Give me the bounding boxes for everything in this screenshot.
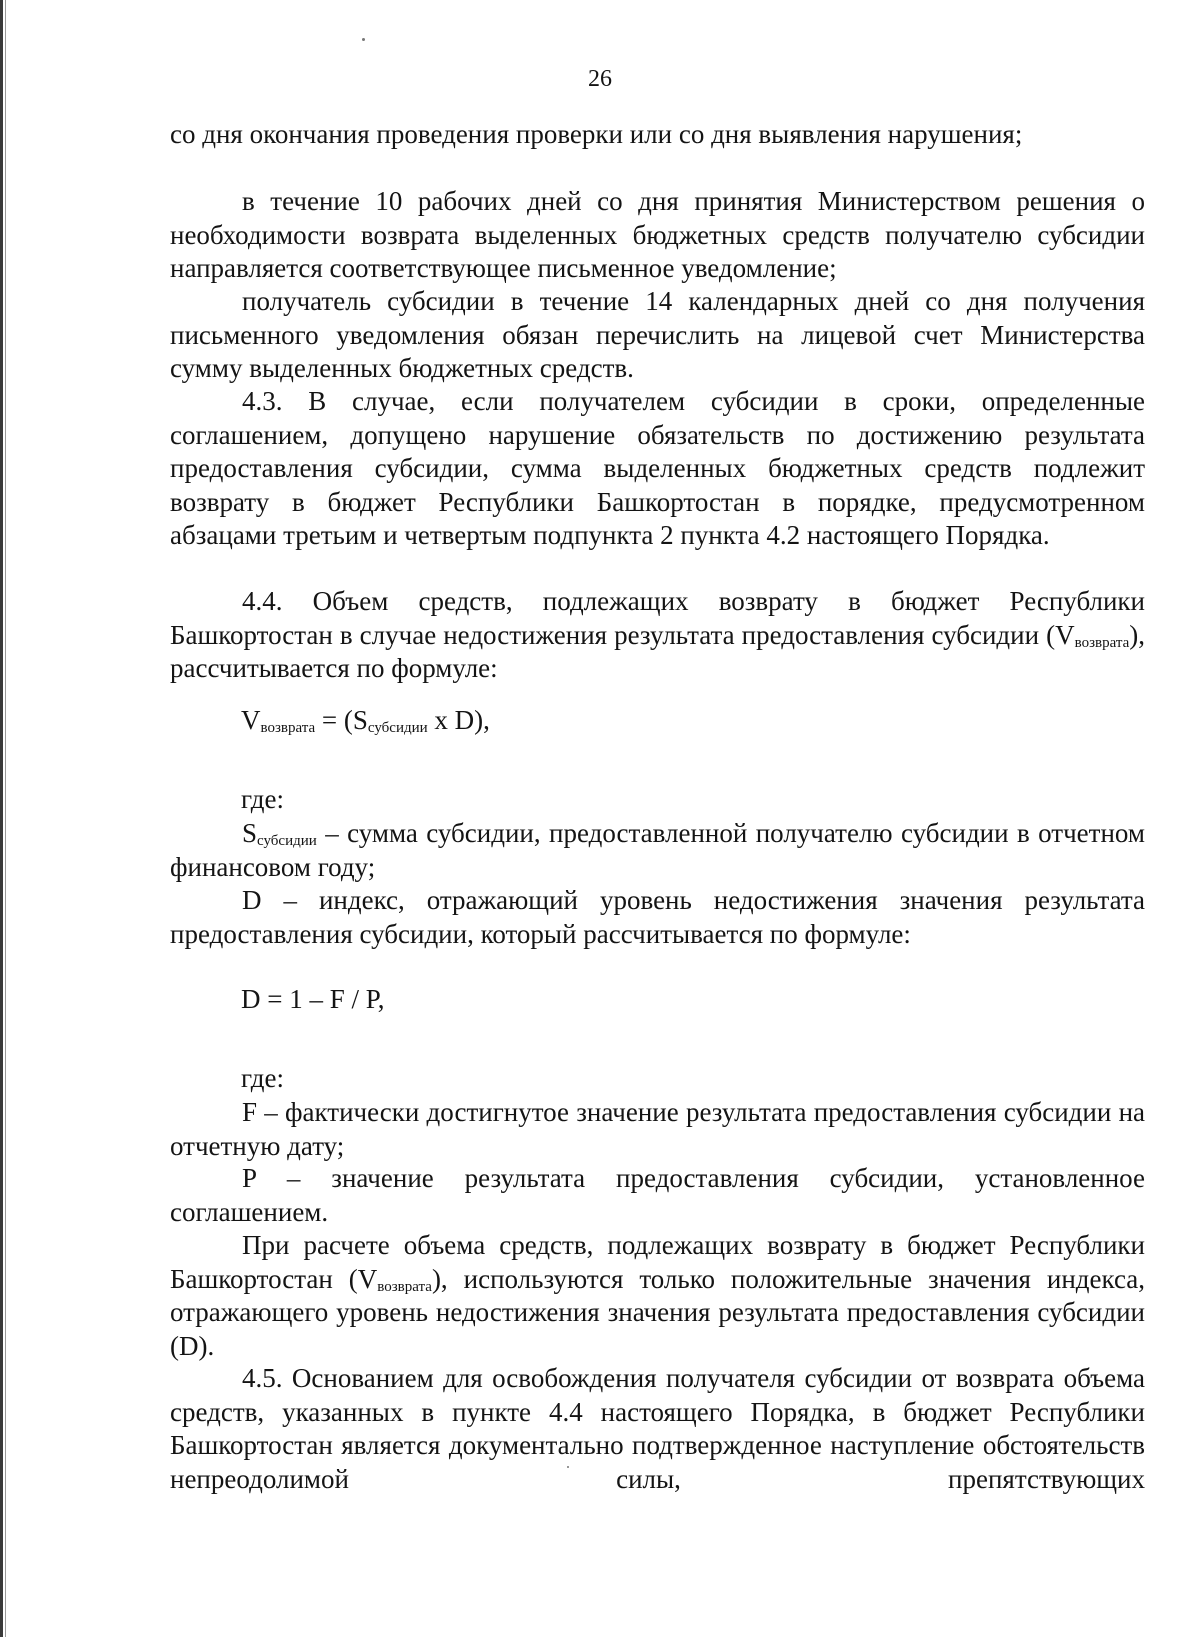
where-label-2: где: [241, 1063, 284, 1093]
paragraph-4-4 [170, 585, 1145, 686]
formula-v-vozvrata [241, 704, 490, 737]
paragraph-deadline-end: со дня окончания проведения проверки или со дня выявления нарушения; [170, 119, 1023, 149]
scan-speck [362, 38, 365, 41]
paragraph-positive-values [170, 1229, 1145, 1363]
paragraph-4-4-text: 4.4. Объем средств, подлежащих возврату в бюджет Республики Башкортостан в случае недостижения результата предоставления субсидии (V [170, 586, 1145, 650]
formula-d: D = 1 – F / P, [241, 984, 385, 1014]
paragraph-4-5: 4.5. Основанием для освобождения получателя субсидии от возврата объема средств, указанных в пункте 4.4 настоящего Порядка, в бюджет Республики Башкортостан является документально подтвержденное наступление обстоятельств непреодолимой силы, препятствующих [170, 1363, 1145, 1494]
paragraph-s-definition: – сумма субсидии, предоставленной получателю субсидии в отчетном финансовом году; [170, 818, 1145, 882]
formula-tail: x D), [427, 705, 490, 735]
paragraph-notification: в течение 10 рабочих дней со дня принятия Министерством решения о необходимости возврата выделенных бюджетных средств получателю субсидии направляется соответствующее письменное уведомление; [170, 186, 1145, 283]
formula-s-subscript: субсидии [367, 720, 428, 736]
paragraph-4-3: 4.3. В случае, если получателем субсидии в сроки, определенные соглашением, допущено нарушение обязательств по достижению результата предоставления субсидии, сумма выделенных бюджетных средств подлежит возврату в бюджет Республики Башкортостан в порядке, предусмотренном абзацами третьим и четвертым подпункта 2 пункта 4.2 настоящего Порядка. [170, 386, 1145, 550]
scan-edge-line [5, 0, 6, 1637]
subscript-vozvrata-2: возврата [377, 1278, 432, 1295]
paragraph-f-definition: F – фактически достигнутое значение результата предоставления субсидии на отчетную дату; [170, 1097, 1145, 1161]
paragraph-p-definition: P – значение результата предоставления субсидии, установленное соглашением. [170, 1163, 1145, 1227]
paragraph-d-index: D – индекс, отражающий уровень недостижения значения результата предоставления субсидии, который рассчитывается по формуле: [170, 885, 1145, 949]
subscript-subsidii: субсидии [257, 833, 317, 849]
paragraph-refund-obligation: получатель субсидии в течение 14 календарных дней со дня получения письменного уведомления обязан перечислить на лицевой счет Министерства сумму выделенных бюджетных средств. [170, 286, 1145, 383]
scan-edge [0, 0, 3, 1637]
page-number: 26 [588, 66, 612, 92]
formula-v-subscript: возврата [260, 720, 316, 736]
subscript-vozvrata: возврата [1074, 634, 1130, 651]
paragraph-s-subsidii: $S_{субсидии}$ – сумма субсидии, предоставленной получателю субсидии в отчетном финансовом году; [170, 818, 1145, 882]
formula-v: V [241, 705, 261, 735]
formula-equals: = (S [315, 705, 368, 735]
paragraph-positive-values-text: При расчете объема средств, подлежащих возврату в бюджет Республики Башкортостан (V [170, 1230, 1145, 1294]
paragraph-positive-values-tail: ), используются только положительные значения индекса, отражающего уровень недостижения значения результата предоставления субсидии (D). [170, 1263, 1145, 1361]
where-label-1: где: [241, 784, 284, 814]
paragraph-4-4-tail: ), рассчитывается по формуле: [170, 619, 1145, 683]
